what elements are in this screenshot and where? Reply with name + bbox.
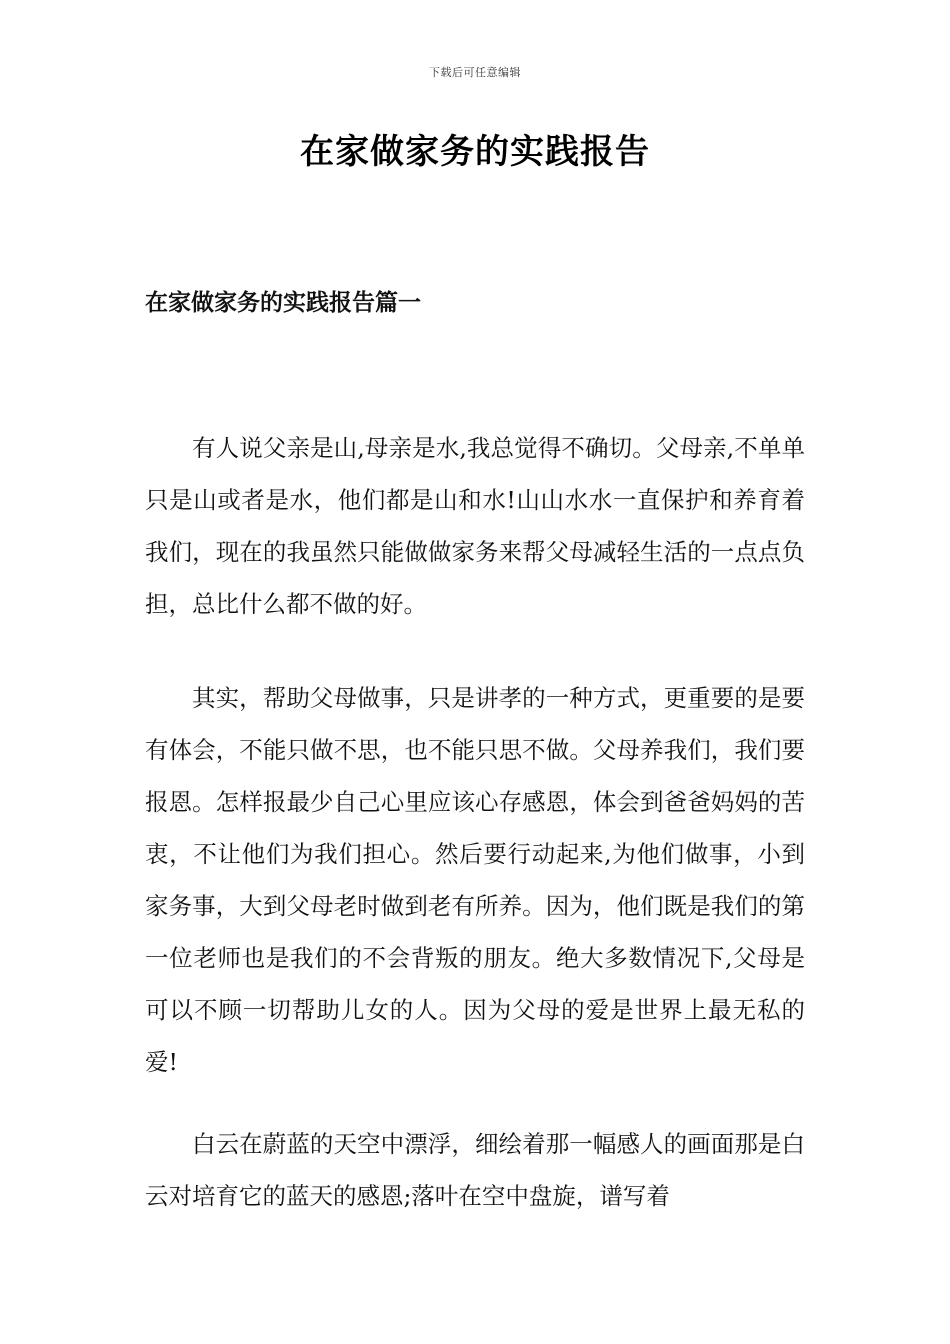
body-paragraph-1: 有人说父亲是山,母亲是水,我总觉得不确切。父母亲,不单单只是山或者是水，他们都是山和水!山山水水一直保护和养育着我们，现在的我虽然只能做做家务来帮父母减轻生活的一点点负担，总比什么都不做的好。 (145, 434, 805, 618)
body-paragraph-3: 白云在蔚蓝的天空中漂浮，细绘着那一幅感人的画面那是白云对培育它的蓝天的感恩;落叶在空中盘旋，谱写着 (145, 1130, 805, 1210)
document-title: 在家做家务的实践报告 (300, 132, 650, 172)
section-heading: 在家做家务的实践报告篇一 (145, 289, 421, 316)
header-note: 下载后可任意编辑 (429, 66, 521, 79)
body-paragraph-2: 其实，帮助父母做事，只是讲孝的一种方式，更重要的是要有体会，不能只做不思，也不能只思不做。父母养我们，我们要报恩。怎样报最少自己心里应该心存感恩，体会到爸爸妈妈的苦衷，不让他们为我们担心。然后要行动起来,为他们做事，小到家务事，大到父母老时做到老有所养。因为，他们既是我们的第一位老师也是我们的不会背叛的朋友。绝大多数情况下,父母是可以不顾一切帮助儿女的人。因为父母的爱是世界上最无私的爱! (145, 684, 805, 1076)
